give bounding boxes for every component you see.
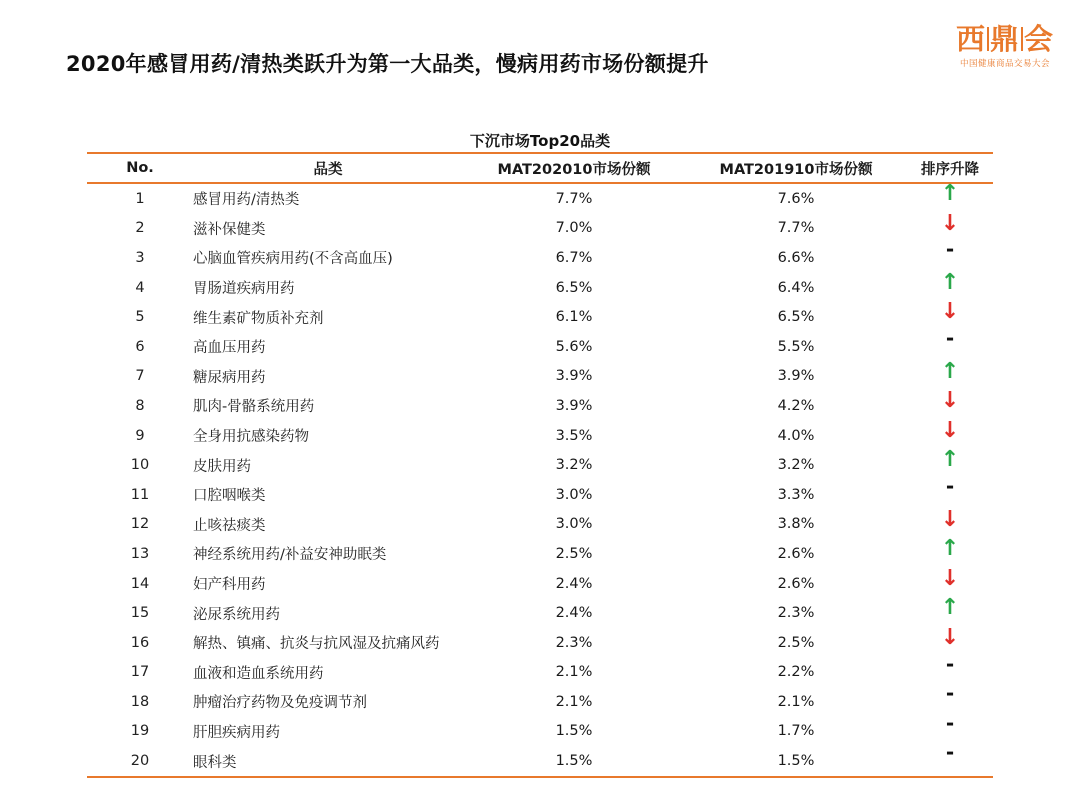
row-previous-share: 2.5% xyxy=(777,634,815,651)
row-no: 3 xyxy=(135,249,145,266)
row-current-share: 2.4% xyxy=(555,605,593,622)
row-category: 口腔咽喉类 xyxy=(193,488,266,505)
dash-icon: - xyxy=(945,325,955,350)
arrow-down-icon: ↓ xyxy=(940,417,960,443)
row-category: 神经系统用药/补益安神助眠类 xyxy=(193,547,387,564)
row-no: 13 xyxy=(130,545,150,562)
row-category: 心脑血管疾病用药(不含高血压) xyxy=(193,251,393,268)
table-row xyxy=(87,358,993,392)
row-previous-share: 7.6% xyxy=(777,190,815,207)
table-row xyxy=(87,447,993,480)
table-row xyxy=(87,710,993,747)
row-no: 2 xyxy=(135,220,145,237)
table-row xyxy=(87,536,993,569)
row-category: 高血压用药 xyxy=(193,340,266,357)
row-current-share: 2.1% xyxy=(555,693,593,710)
row-category: 肌肉-骨骼系统用药 xyxy=(193,399,315,416)
row-current-share: 3.9% xyxy=(555,368,593,385)
row-previous-share: 5.5% xyxy=(777,338,815,355)
row-previous-share: 2.6% xyxy=(777,575,815,592)
arrow-down-icon: ↓ xyxy=(940,388,960,414)
row-no: 8 xyxy=(135,397,145,414)
table-row xyxy=(87,325,993,362)
arrow-up-icon: ↑ xyxy=(940,595,960,621)
row-category: 滋补保健类 xyxy=(193,221,266,238)
dash-icon: - xyxy=(945,473,955,498)
arrow-down-icon: ↓ xyxy=(940,506,960,532)
row-no: 16 xyxy=(130,634,150,651)
row-previous-share: 3.3% xyxy=(777,486,815,503)
table-row xyxy=(87,210,993,244)
table-body xyxy=(87,181,993,776)
row-category: 解热、镇痛、抗炎与抗风湿及抗痛风药 xyxy=(193,636,440,653)
row-no: 10 xyxy=(130,457,150,474)
row-current-share: 3.0% xyxy=(555,516,593,533)
row-category: 胃肠道疾病用药 xyxy=(193,281,295,298)
arrow-up-icon: ↑ xyxy=(940,269,960,295)
table-row xyxy=(87,740,993,776)
row-current-share: 5.6% xyxy=(555,338,593,355)
table-bottom-rule xyxy=(87,776,993,778)
logo-mark: 西 鼎 会 xyxy=(955,22,1055,56)
row-no: 12 xyxy=(130,516,150,533)
row-current-share: 2.5% xyxy=(555,545,593,562)
row-no: 17 xyxy=(130,664,150,681)
row-current-share: 6.7% xyxy=(555,249,593,266)
table-row xyxy=(87,237,993,273)
row-no: 18 xyxy=(130,693,150,710)
row-no: 7 xyxy=(135,368,145,385)
row-previous-share: 2.6% xyxy=(777,545,815,562)
row-category: 肿瘤治疗药物及免疫调节剂 xyxy=(193,695,367,712)
row-previous-share: 3.8% xyxy=(777,516,815,533)
table-row xyxy=(87,651,993,688)
row-previous-share: 6.6% xyxy=(777,249,815,266)
arrow-down-icon: ↓ xyxy=(940,210,960,236)
table-caption: 下沉市场Top20品类 xyxy=(469,132,611,150)
row-previous-share: 4.0% xyxy=(777,427,815,444)
page-title: 2020年感冒用药/清热类跃升为第一大品类，慢病用药市场份额提升 xyxy=(66,52,709,76)
header-no: No. xyxy=(126,160,154,176)
row-no: 6 xyxy=(135,338,145,355)
arrow-down-icon: ↓ xyxy=(940,565,960,591)
row-previous-share: 3.2% xyxy=(777,457,815,474)
row-previous-share: 7.7% xyxy=(777,220,815,237)
row-category: 糖尿病用药 xyxy=(193,369,266,386)
table-row xyxy=(87,595,993,628)
row-category: 妇产科用药 xyxy=(193,577,266,594)
table-row xyxy=(87,624,993,658)
dash-icon: - xyxy=(945,710,955,735)
row-no: 19 xyxy=(130,723,150,740)
row-current-share: 3.0% xyxy=(555,486,593,503)
row-no: 20 xyxy=(130,753,150,770)
arrow-up-icon: ↑ xyxy=(940,358,960,384)
dash-icon: - xyxy=(945,681,955,706)
row-no: 11 xyxy=(130,486,150,503)
row-current-share: 2.1% xyxy=(555,664,593,681)
row-current-share: 3.5% xyxy=(555,427,593,444)
row-current-share: 3.9% xyxy=(555,397,593,414)
row-current-share: 1.5% xyxy=(555,753,593,770)
row-previous-share: 2.1% xyxy=(777,693,815,710)
table-row xyxy=(87,473,993,510)
row-no: 5 xyxy=(135,309,145,326)
row-previous-share: 1.5% xyxy=(777,753,815,770)
table-row xyxy=(87,565,993,599)
row-current-share: 6.5% xyxy=(555,279,593,296)
dash-icon: - xyxy=(945,651,955,676)
table-header-row xyxy=(87,154,993,182)
header-current-share: MAT202010市场份额 xyxy=(497,161,651,178)
row-category: 止咳祛痰类 xyxy=(193,517,266,534)
share-table xyxy=(87,152,993,778)
row-current-share: 1.5% xyxy=(555,723,593,740)
table-row xyxy=(87,269,993,303)
dash-icon: - xyxy=(945,237,955,262)
brand-logo xyxy=(954,22,1056,69)
row-previous-share: 6.5% xyxy=(777,309,815,326)
dash-icon: - xyxy=(945,740,955,765)
row-current-share: 7.0% xyxy=(555,220,593,237)
logo-subtitle: 中国健康商品交易大会 xyxy=(959,59,1050,69)
header-previous-share: MAT201910市场份额 xyxy=(719,161,873,178)
row-current-share: 7.7% xyxy=(555,190,593,207)
row-no: 14 xyxy=(130,575,150,592)
arrow-up-icon: ↑ xyxy=(940,447,960,473)
row-no: 4 xyxy=(135,279,145,296)
row-previous-share: 2.2% xyxy=(777,664,815,681)
row-current-share: 2.3% xyxy=(555,634,593,651)
row-category: 维生素矿物质补充剂 xyxy=(193,310,324,327)
arrow-up-icon: ↑ xyxy=(940,181,960,206)
row-current-share: 2.4% xyxy=(555,575,593,592)
row-category: 眼科类 xyxy=(193,754,237,771)
arrow-down-icon: ↓ xyxy=(940,624,960,650)
row-category: 泌尿系统用药 xyxy=(193,606,280,623)
table-row xyxy=(87,506,993,540)
row-previous-share: 2.3% xyxy=(777,605,815,622)
table-row xyxy=(87,181,993,214)
row-category: 血液和造血系统用药 xyxy=(193,665,324,682)
row-no: 9 xyxy=(135,427,145,444)
table-row xyxy=(87,417,993,451)
row-previous-share: 4.2% xyxy=(777,397,815,414)
row-no: 15 xyxy=(130,605,150,622)
table-row xyxy=(87,681,993,717)
table-row xyxy=(87,299,993,332)
row-previous-share: 6.4% xyxy=(777,279,815,296)
header-category: 品类 xyxy=(313,161,343,178)
row-previous-share: 1.7% xyxy=(777,723,815,740)
row-rank-change xyxy=(907,740,993,776)
row-category: 全身用抗感染药物 xyxy=(193,429,309,446)
row-category: 肝胆疾病用药 xyxy=(193,724,280,741)
arrow-down-icon: ↓ xyxy=(940,299,960,325)
row-no: 1 xyxy=(135,190,145,207)
row-category: 感冒用药/清热类 xyxy=(193,192,300,209)
row-current-share: 3.2% xyxy=(555,457,593,474)
row-category: 皮肤用药 xyxy=(193,458,251,475)
row-current-share: 6.1% xyxy=(555,309,593,326)
header-rank-change: 排序升降 xyxy=(921,161,979,178)
table-row xyxy=(87,388,993,421)
arrow-up-icon: ↑ xyxy=(940,536,960,562)
row-previous-share: 3.9% xyxy=(777,368,815,385)
